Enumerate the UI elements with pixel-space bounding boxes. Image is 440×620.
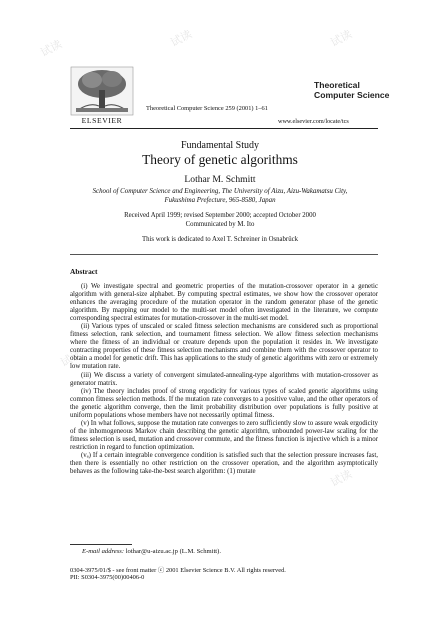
received-dates: Received April 1999; revised September 2000; accepted October 2000: [124, 212, 316, 219]
email-footnote: [82, 548, 221, 555]
elsevier-tree-icon: [70, 66, 134, 116]
header-divider: [70, 128, 378, 129]
email-address[interactable]: lothar@u-aizu.ac.jp (L.M. Schmitt).: [125, 548, 221, 555]
abstract-paragraph: (v) In what follows, suppose the mutation rate converges to zero sufficiently slow to assure weak ergodicity of the inhomogeneous Markov chain describing the genetic algorithm, unbounded power-law scaling for the fitness selection is used, mutation and crossover commute, and the fitness function is injective which is a minor restriction in regard to function optimization.: [70, 419, 378, 451]
abstract-paragraph: (vₐ) If a certain integrable convergence condition is satisfied such that the selection pressure increases fast, then there is essentially no other restriction on the crossover operation, and the algorithm asymptotically behaves as the following take-the-best search algorithm: (1) mutate: [70, 451, 378, 476]
journal-reference: Theoretical Computer Science 259 (2001) 1–61: [146, 105, 268, 112]
affiliation-line2: Fukushima Prefecture, 965-8580, Japan: [164, 196, 276, 204]
abstract-paragraph: (iii) We discuss a variety of convergent simulated-annealing-type algorithms with mutation-crossover as generator matrix.: [70, 371, 378, 387]
pii-line: PII: S0304-3975(00)00406-0: [70, 574, 145, 581]
email-label: E-mail address:: [82, 548, 125, 555]
watermark: 试读: [328, 27, 354, 50]
watermark: 试读: [168, 27, 194, 50]
article-title: Theory of genetic algorithms: [142, 152, 298, 167]
journal-name: [314, 80, 389, 100]
abstract-heading: Abstract: [70, 267, 98, 276]
watermark: 试读: [38, 37, 64, 60]
journal-name-line1: Theoretical: [314, 80, 360, 90]
abstract-paragraph: (ii) Various types of unscaled or scaled fitness selection mechanisms are considered such as proportional fitness selection, rank selection, and tournament fitness selection. We allow fitness selection mechanisms where the fitness of an individual or creature depends upon the population it resides in. We investigate contracting properties of these fitness selection mechanisms and combine them with the crossover operator to obtain a model for genetic drift. This has applications to the study of genetic algorithms with zero or extremely low mutation rate.: [70, 323, 378, 371]
communicated-by: Communicated by M. Ito: [185, 220, 255, 228]
footnote-divider: [70, 544, 132, 545]
watermark: 试读: [58, 347, 84, 370]
affiliation-line1: School of Computer Science and Engineering, The University of Aizu, Aizu-Wakamatsu City,: [92, 188, 348, 195]
elsevier-logo: [70, 66, 134, 126]
copyright-line: 0304-3975/01/$ - see front matter ⓒ 2001 Elsevier Science B.V. All rights reserved.: [70, 567, 286, 574]
abstract-paragraph: (iv) The theory includes proof of strong ergodicity for various types of scaled genetic algorithms using common fitness selection methods. If the mutation rate converges to a positive value, and the other operators of the genetic algorithm converge, then the limit probability distribution over populations is fully positive at uniform populations whose members have not necessarily optimal fitness.: [70, 387, 378, 419]
dedication: This work is dedicated to Axel T. Schreiner in Osnabrück: [141, 236, 299, 243]
abstract-body: [70, 283, 378, 476]
study-type: Fundamental Study: [180, 140, 260, 151]
author-affiliation: [0, 188, 440, 205]
watermark: 试读: [328, 467, 354, 490]
abstract-paragraph: (i) We investigate spectral and geometric properties of the mutation-crossover operator in a genetic algorithm with general-size alphabet. By computing spectral estimates, we show how the crossover operator enhances the averaging procedure of the mutation operator in the random generator phase of the genetic algorithm. By mapping our model to the multi-set model often investigated in the literature, we compute corresponding spectral estimates for mutation-crossover in the multi-set model.: [70, 283, 378, 323]
publisher-name: ELSEVIER: [81, 116, 123, 125]
article-dates: [0, 212, 440, 229]
journal-url[interactable]: www.elsevier.com/locate/tcs: [278, 118, 349, 125]
author-name: Lothar M. Schmitt: [184, 174, 256, 185]
journal-name-line2: Computer Science: [314, 90, 390, 100]
abstract-divider: [70, 254, 378, 255]
